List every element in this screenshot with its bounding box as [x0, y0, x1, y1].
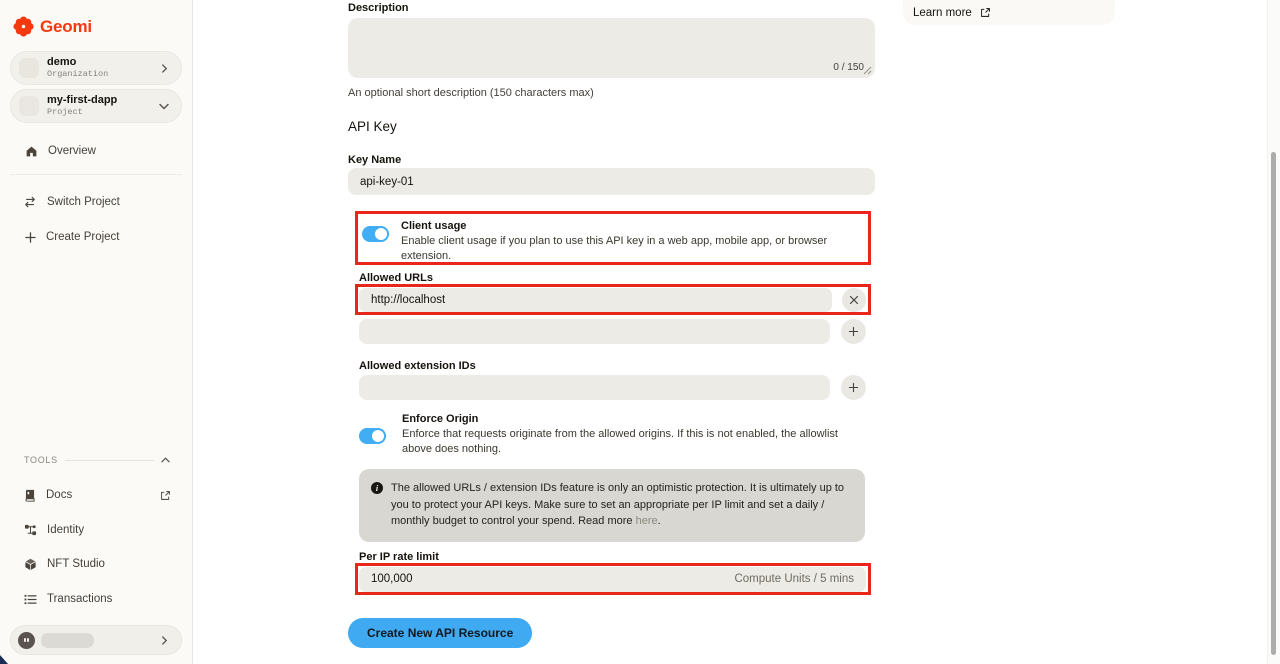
enforce-origin-label: Enforce Origin: [402, 413, 479, 425]
enforce-origin-toggle[interactable]: [359, 428, 386, 444]
learn-more-card[interactable]: [903, 0, 1115, 25]
cursor-artifact: [0, 655, 8, 664]
org-switcher-card[interactable]: [10, 51, 182, 85]
geomi-logo-icon: [13, 16, 34, 37]
client-usage-highlight: [355, 211, 871, 265]
chevron-up-icon: [161, 457, 170, 463]
allowed-urls-label: Allowed URLs: [359, 272, 433, 284]
sidebar-item-switch-project[interactable]: [0, 192, 193, 212]
scrollbar-track[interactable]: [1267, 0, 1280, 664]
enforce-origin-description: Enforce that requests originate from the allowed origins. If this is not enabled, the allowlist above does nothing.: [402, 428, 838, 456]
sidebar-item-transactions[interactable]: [0, 589, 193, 609]
sidebar-item-label: Docs: [46, 489, 73, 501]
key-name-input[interactable]: [348, 168, 875, 195]
description-helper: An optional short description (150 characters max): [348, 87, 594, 99]
sidebar-item-identity[interactable]: [0, 520, 193, 540]
client-usage-label: Client usage: [401, 220, 467, 232]
org-name: demo: [47, 55, 77, 68]
list-icon: [24, 594, 37, 605]
extension-id-row: [359, 375, 866, 400]
sidebar-item-label: Switch Project: [47, 196, 120, 208]
remove-url-button[interactable]: [842, 288, 866, 312]
enforce-origin-block: [359, 413, 866, 458]
tools-section-header[interactable]: [24, 455, 170, 465]
sidebar-item-label: Overview: [48, 145, 96, 157]
sidebar-item-label: Create Project: [46, 231, 120, 243]
brand[interactable]: [13, 16, 92, 37]
allowed-extension-ids-label: Allowed extension IDs: [359, 360, 476, 372]
client-usage-toggle[interactable]: [362, 226, 389, 242]
add-url-button[interactable]: [841, 319, 866, 344]
chevron-right-icon: [160, 64, 169, 73]
project-type-label: Project: [47, 107, 83, 118]
sidebar-divider: [10, 174, 182, 175]
sidebar-item-nft-studio[interactable]: [0, 554, 193, 574]
allowed-url-input[interactable]: [371, 294, 820, 306]
rate-limit-label: Per IP rate limit: [359, 551, 439, 563]
extension-id-input[interactable]: [359, 375, 830, 400]
rate-limit-field: [359, 567, 866, 592]
sidebar-item-overview[interactable]: [0, 141, 193, 161]
char-counter: 0 / 150: [833, 62, 864, 73]
account-name-redacted: [41, 633, 94, 648]
sidebar: [0, 0, 193, 664]
tools-header-label: TOOLS: [24, 455, 58, 465]
form-content: [348, 0, 875, 664]
description-textarea[interactable]: [348, 18, 875, 78]
description-label: Description: [348, 2, 409, 14]
project-avatar: [19, 96, 39, 116]
protection-notice: [359, 469, 865, 542]
book-icon: [24, 489, 36, 502]
create-api-resource-button[interactable]: Create New API Resource: [348, 618, 532, 648]
client-usage-description: Enable client usage if you plan to use this API key in a web app, mobile app, or browser extension.: [401, 235, 828, 263]
switch-arrows-icon: [23, 196, 37, 208]
cube-icon: [24, 558, 37, 571]
learn-more-label: Learn more: [913, 6, 972, 19]
brand-name: Geomi: [40, 16, 92, 36]
allowed-url-input-empty[interactable]: [359, 319, 830, 344]
identity-graph-icon: [24, 524, 37, 536]
account-pill[interactable]: [10, 625, 182, 655]
notice-here-link[interactable]: here: [635, 515, 658, 527]
allowed-url-highlight: [355, 284, 871, 315]
allowed-url-row-empty: [359, 319, 866, 344]
key-name-label: Key Name: [348, 154, 402, 166]
api-key-heading: API Key: [348, 119, 397, 134]
sidebar-item-label: NFT Studio: [47, 558, 105, 570]
main-panel: [194, 0, 1280, 664]
chevron-down-icon: [159, 101, 169, 111]
rate-limit-input[interactable]: [371, 573, 491, 585]
external-link-icon: [160, 490, 171, 501]
sidebar-item-label: Identity: [47, 524, 85, 536]
notice-text: The allowed URLs / extension IDs feature is only an optimistic protection. It is ultimately up to you to protect your API keys. Make sure to set an appropriate per IP limit and set a daily / monthly budget to control your spend. Read more: [391, 482, 845, 527]
add-extension-id-button[interactable]: [841, 375, 866, 400]
plus-icon: [25, 232, 36, 243]
project-switcher-card[interactable]: [10, 89, 182, 123]
info-icon: i: [371, 482, 383, 494]
sidebar-item-docs[interactable]: [0, 485, 193, 505]
sidebar-item-create-project[interactable]: [0, 227, 193, 247]
org-avatar: [19, 58, 39, 78]
notice-suffix: .: [657, 515, 661, 527]
sidebar-item-label: Transactions: [47, 593, 113, 605]
home-icon: [25, 145, 38, 158]
description-field: [348, 18, 875, 78]
rate-limit-highlight: [355, 563, 871, 595]
resize-handle-icon[interactable]: [863, 66, 872, 75]
project-name: my-first-dapp: [47, 93, 118, 106]
org-type-label: Organization: [47, 69, 109, 80]
external-link-icon: [980, 7, 991, 18]
tools-header-rule: [65, 460, 154, 461]
rate-limit-unit: Compute Units / 5 mins: [734, 573, 854, 585]
account-avatar-icon: [18, 632, 35, 649]
allowed-url-field: [359, 288, 832, 312]
scrollbar-thumb[interactable]: [1271, 152, 1276, 655]
chevron-right-icon: [160, 636, 169, 645]
